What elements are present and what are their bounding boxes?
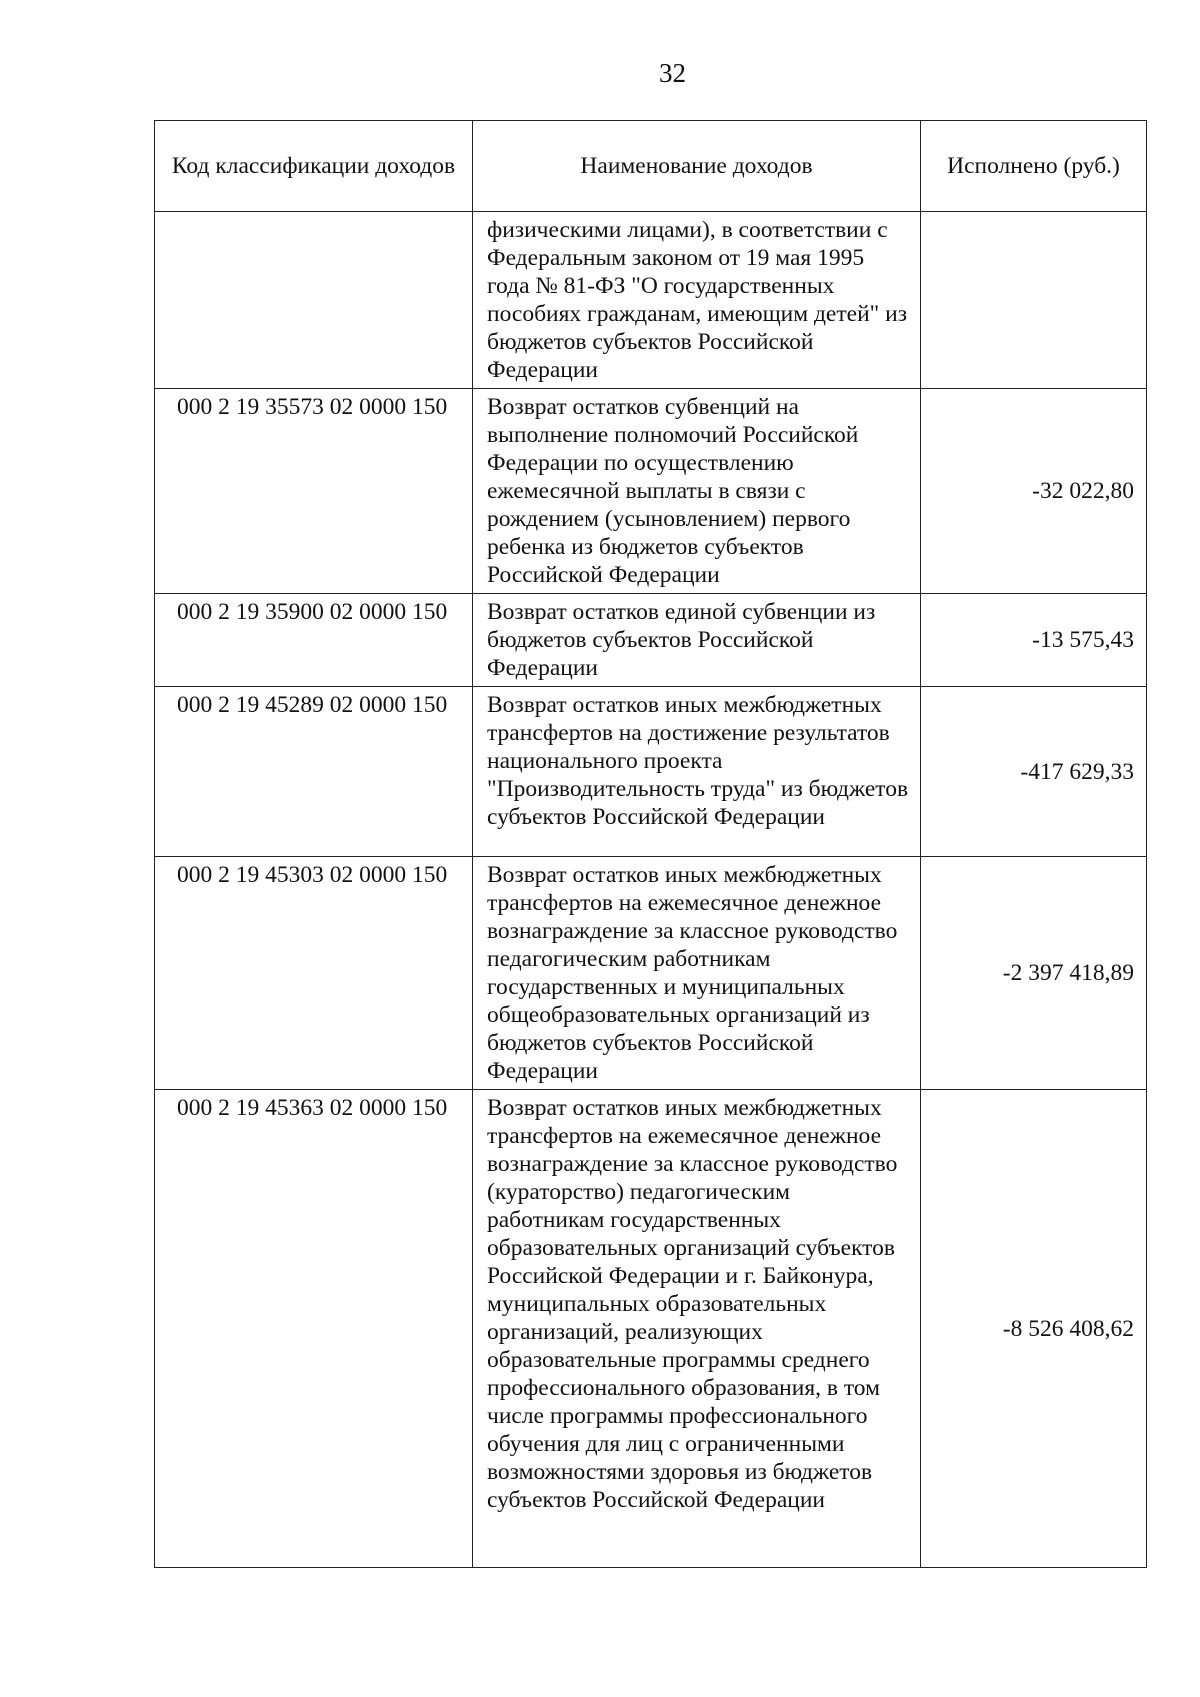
row-executed: -13 575,43	[921, 594, 1147, 687]
row-name: Возврат остатков иных межбюджетных трансфертов на ежемесячное денежное вознаграждение за классное руководство (кураторство) педагогическим работникам государственных образовательных организаций субъектов Российской Федерации и г. Байконура, муниципальных образовательных организаций, реализующих образовательные программы среднего профессионального образования, в том числе программы профессионального обучения для лиц с ограниченными возможностями здоровья из бюджетов субъектов Российской Федерации	[473, 1090, 921, 1568]
row-code: 000 2 19 35900 02 0000 150	[155, 594, 473, 687]
row-executed: -8 526 408,62	[921, 1090, 1147, 1568]
header-code	[155, 121, 473, 212]
header-executed	[921, 121, 1147, 212]
row-name: Возврат остатков единой субвенции из бюджетов субъектов Российской Федерации	[473, 594, 921, 687]
header-code-label: Код классификации доходов	[171, 153, 456, 179]
table-row-continuation	[155, 212, 1147, 389]
header-name	[473, 121, 921, 212]
row-executed: -417 629,33	[921, 687, 1147, 857]
row-code: 000 2 19 45289 02 0000 150	[155, 687, 473, 857]
row-code: 000 2 19 45363 02 0000 150	[155, 1090, 473, 1568]
table-row	[155, 389, 1147, 594]
row-code	[155, 212, 473, 389]
row-name: Возврат остатков субвенций на выполнение полномочий Российской Федерации по осуществлению ежемесячной выплаты в связи с рождением (усыновлением) первого ребенка из бюджетов субъектов Российской Федерации	[473, 389, 921, 594]
row-executed: -32 022,80	[921, 389, 1147, 594]
income-table	[154, 120, 1147, 1568]
header-executed-label: Исполнено (руб.)	[947, 153, 1120, 179]
header-name-label: Наименование доходов	[580, 153, 813, 179]
table-row	[155, 1090, 1147, 1568]
row-code: 000 2 19 45303 02 0000 150	[155, 857, 473, 1090]
row-executed	[921, 212, 1147, 389]
row-name: физическими лицами), в соответствии с Федеральным законом от 19 мая 1995 года № 81-ФЗ "О государственных пособиях гражданам, имеющим детей" из бюджетов субъектов Российской Федерации	[473, 212, 921, 389]
row-executed: -2 397 418,89	[921, 857, 1147, 1090]
row-code: 000 2 19 35573 02 0000 150	[155, 389, 473, 594]
table-row	[155, 857, 1147, 1090]
table-row	[155, 687, 1147, 857]
page-number: 32	[659, 58, 686, 88]
table-row	[155, 594, 1147, 687]
table-header-row	[155, 121, 1147, 212]
row-name: Возврат остатков иных межбюджетных трансфертов на ежемесячное денежное вознаграждение за классное руководство педагогическим работникам государственных и муниципальных общеобразовательных организаций из бюджетов субъектов Российской Федерации	[473, 857, 921, 1090]
row-name: Возврат остатков иных межбюджетных трансфертов на достижение результатов национального проекта "Производительность труда" из бюджетов субъектов Российской Федерации	[473, 687, 921, 857]
